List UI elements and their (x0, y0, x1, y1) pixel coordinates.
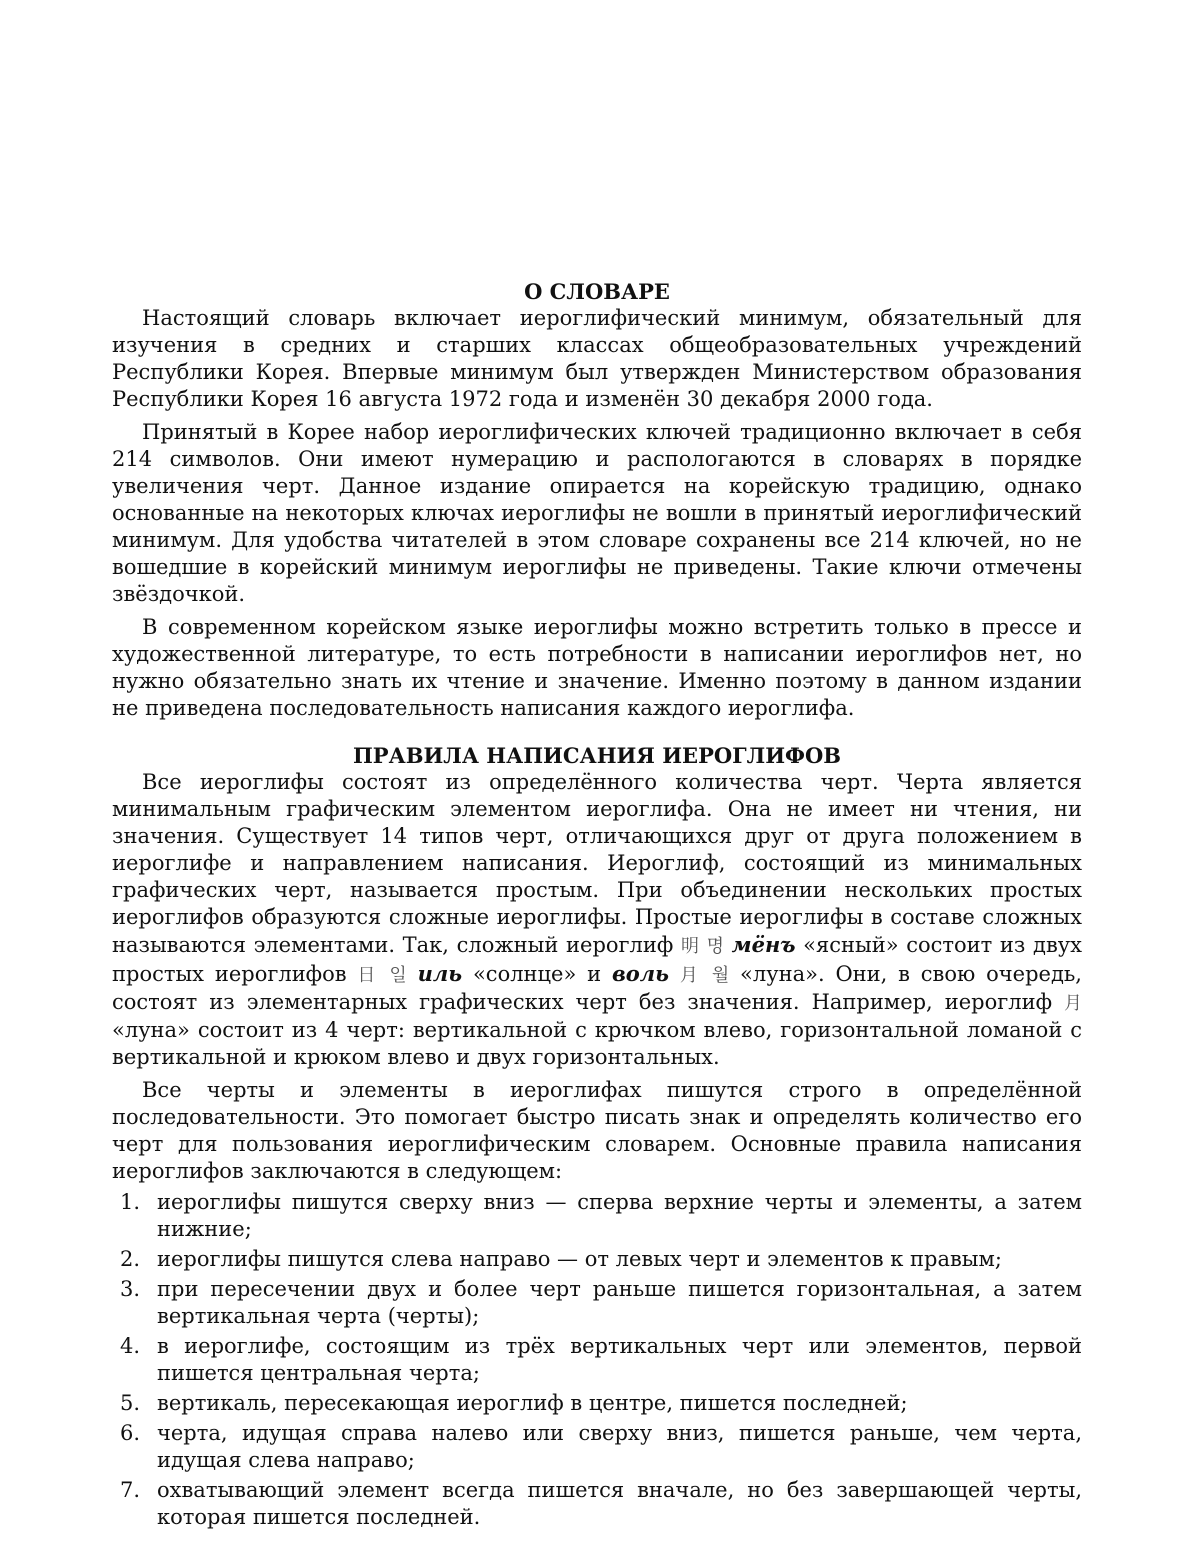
hanja-glyph: 日 일 (357, 965, 407, 986)
list-text: черта, идущая справа налево или сверху вниз, пишется раньше, чем черта, идущая слева направо; (157, 1421, 1082, 1472)
text-run: Все иероглифы состоят из определённого количества черт. Черта является минимальным графическим элементом иероглифа. Она не имеет ни чтения, ни значения. Существует 14 типов черт, отличающихся друг от друга положением в иероглифе и направлением написания. Иероглиф, состоящий из минимальных графических черт, называется простым. При объединении нескольких простых иероглифов образуются сложные иероглифы. Простые иероглифы в составе сложных называются элементами. Так, сложный иероглиф (112, 770, 1082, 957)
text-run: «луна» состоит из 4 черт: вертикальной с крючком влево, горизонтальной ломаной с вертикальной и крюком влево и двух горизонтальных. (112, 1018, 1082, 1069)
list-number: 6. (120, 1421, 141, 1445)
paragraph: Принятый в Корее набор иероглифических ключей традиционно включает в себя 214 символов. Они имеют нумерацию и распологаются в словарях в порядке увеличения черт. Данное издание опирается на корейскую традицию, однако основанные на некоторых ключах иероглифы не вошли в принятый иероглифический минимум. Для удобства читателей в этом словаре сохранены все 214 ключей, но не вошедшие в корейский минимум иероглифы не приведены. Такие ключи отмечены звёздочкой. (112, 420, 1082, 606)
list-text: при пересечении двух и более черт раньше пишется горизонтальная, а затем вертикальная черта (черты); (157, 1277, 1082, 1328)
list-number: 1. (120, 1190, 141, 1214)
list-text: вертикаль, пересекающая иероглиф в центре, пишется последней; (157, 1391, 908, 1415)
list-number: 7. (120, 1478, 141, 1502)
text-run: «солнце» и (462, 962, 612, 986)
list-item (112, 1189, 1082, 1243)
hanja-glyph: 月 월 (679, 965, 730, 986)
reading: воль (611, 961, 669, 986)
list-item (112, 1246, 1082, 1273)
list-text: в иероглифе, состоящим из трёх вертикальных черт или элементов, первой пишется центральная черта; (157, 1334, 1082, 1385)
list-item (112, 1477, 1082, 1531)
list-number: 4. (120, 1334, 141, 1358)
paragraph: Все черты и элементы в иероглифах пишутся строго в определённой последовательности. Это помогает быстро писать знак и определять количество его черт для пользования иероглифическим словарем. Основные правила написания иероглифов заключаются в следующем: (112, 1078, 1082, 1183)
list-item (112, 1276, 1082, 1330)
list-item (112, 1390, 1082, 1417)
list-number: 2. (120, 1247, 141, 1271)
list-number: 5. (120, 1391, 141, 1415)
paragraph: В современном корейском языке иероглифы можно встретить только в прессе и художественной литературе, то есть потребности в написании иероглифов нет, но нужно обязательно знать их чтение и значение. Именно поэтому в данном издании не приведена последовательность написания каждого иероглифа. (112, 615, 1082, 720)
page-content (112, 278, 1082, 1534)
list-text: иероглифы пишутся сверху вниз — сперва верхние черты и элементы, а затем нижние; (157, 1190, 1082, 1241)
section-title-rules: ПРАВИЛА НАПИСАНИЯ ИЕРОГЛИФОВ (352, 743, 842, 768)
paragraph-strokes (112, 769, 1082, 1071)
list-number: 3. (120, 1277, 141, 1301)
section-title-about: О СЛОВАРЕ (524, 279, 670, 304)
text-run: «луна». Они, в свою очередь, состоят из элементарных графических черт без значения. Например, иероглиф (112, 962, 1082, 1014)
list-text: иероглифы пишутся слева направо — от левых черт и элементов к правым; (157, 1247, 1002, 1271)
reading: мёнъ (731, 932, 796, 957)
paragraph: Настоящий словарь включает иероглифический минимум, обязательный для изучения в средних и старших классах общеобразовательных учреждений Республики Корея. Впервые минимум был утвержден Министерством образования Республики Корея 16 августа 1972 года и изменён 30 декабря 2000 года. (112, 306, 1082, 411)
list-text: охватывающий элемент всегда пишется вначале, но без завершающей черты, которая пишется последней. (157, 1478, 1082, 1529)
rules-list (112, 1189, 1082, 1531)
list-item (112, 1420, 1082, 1474)
list-item (112, 1333, 1082, 1387)
hanja-glyph: 明 명 (680, 936, 724, 957)
reading: иль (417, 961, 463, 986)
text-run: «ясный» состоит из двух простых иероглифов (112, 933, 1082, 986)
hanja-glyph: 月 (1064, 993, 1082, 1014)
